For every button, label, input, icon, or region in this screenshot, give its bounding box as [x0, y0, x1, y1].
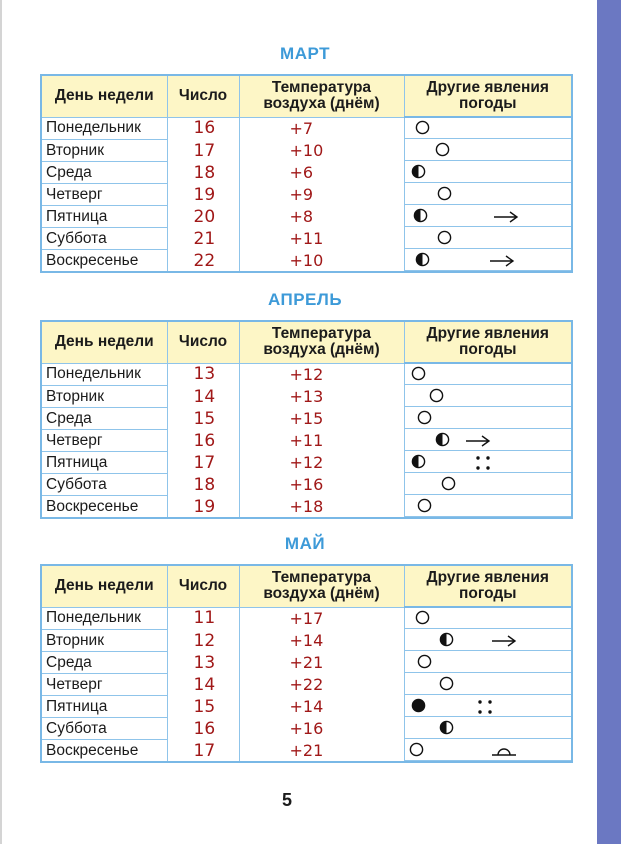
wind-arrow-icon	[493, 211, 519, 223]
day-cell: Вторник	[41, 630, 167, 652]
date-cell: 19	[167, 496, 239, 519]
temperature-cell: +17	[239, 607, 404, 630]
day-cell: Воскресенье	[41, 496, 167, 519]
table-row	[41, 250, 572, 273]
day-cell: Суббота	[41, 718, 167, 740]
date-cell: 19	[167, 184, 239, 206]
table-row	[41, 607, 572, 630]
partly-cloudy-icon	[439, 720, 454, 735]
date-cell: 16	[167, 718, 239, 740]
weather-table-march	[40, 74, 573, 273]
month-title-march: МАРТ	[280, 44, 330, 63]
partly-cloudy-icon	[439, 632, 454, 647]
weather-symbols-cell	[404, 430, 572, 452]
date-cell: 15	[167, 696, 239, 718]
header-temperature: Температура воздуха (днём)	[239, 75, 404, 117]
temperature-cell: +21	[239, 740, 404, 763]
weather-symbols-cell	[404, 117, 572, 140]
weather-symbols-cell	[404, 630, 572, 652]
day-cell: Вторник	[41, 386, 167, 408]
header-other: Другие явления погоды	[404, 75, 572, 117]
day-cell: Суббота	[41, 474, 167, 496]
table-row	[41, 430, 572, 452]
weather-symbols-cell	[404, 206, 572, 228]
partly-cloudy-icon	[413, 208, 428, 223]
table-row	[41, 184, 572, 206]
date-cell: 18	[167, 474, 239, 496]
weather-symbols-cell	[404, 363, 572, 386]
header-day: День недели	[41, 565, 167, 607]
table-row	[41, 386, 572, 408]
date-cell: 21	[167, 228, 239, 250]
table-row	[41, 496, 572, 519]
header-day: День недели	[41, 321, 167, 363]
overcast-icon	[411, 698, 426, 713]
partly-cloudy-icon	[435, 432, 450, 447]
temperature-cell: +14	[239, 696, 404, 718]
header-day: День недели	[41, 75, 167, 117]
clear-sky-icon	[417, 410, 432, 425]
table-row	[41, 696, 572, 718]
header-other: Другие явления погоды	[404, 565, 572, 607]
date-cell: 13	[167, 652, 239, 674]
temperature-cell: +21	[239, 652, 404, 674]
table-header-row	[41, 75, 572, 117]
date-cell: 16	[167, 117, 239, 140]
date-cell: 14	[167, 674, 239, 696]
clear-sky-icon	[415, 610, 430, 625]
table-row	[41, 452, 572, 474]
day-cell: Среда	[41, 408, 167, 430]
day-cell: Пятница	[41, 696, 167, 718]
weather-symbols-cell	[404, 674, 572, 696]
temperature-cell: +12	[239, 452, 404, 474]
clear-sky-icon	[435, 142, 450, 157]
temperature-cell: +18	[239, 496, 404, 519]
clear-sky-icon	[411, 366, 426, 381]
date-cell: 17	[167, 740, 239, 763]
date-cell: 20	[167, 206, 239, 228]
table-row	[41, 718, 572, 740]
day-cell: Суббота	[41, 228, 167, 250]
temperature-cell: +10	[239, 140, 404, 162]
partly-cloudy-icon	[411, 164, 426, 179]
header-number: Число	[167, 75, 239, 117]
wind-arrow-icon	[489, 255, 515, 267]
day-cell: Воскресенье	[41, 740, 167, 763]
table-row	[41, 162, 572, 184]
temperature-cell: +16	[239, 718, 404, 740]
side-stripe	[597, 0, 621, 844]
weather-symbols-cell	[404, 740, 572, 763]
temperature-cell: +9	[239, 184, 404, 206]
date-cell: 17	[167, 140, 239, 162]
temperature-cell: +16	[239, 474, 404, 496]
header-number: Число	[167, 565, 239, 607]
temperature-cell: +11	[239, 228, 404, 250]
table-row	[41, 474, 572, 496]
clear-sky-icon	[429, 388, 444, 403]
weather-symbols-cell	[404, 386, 572, 408]
writing-line	[405, 270, 572, 271]
temperature-cell: +10	[239, 250, 404, 273]
weather-symbols-cell	[404, 474, 572, 496]
date-cell: 22	[167, 250, 239, 273]
header-temperature: Температура воздуха (днём)	[239, 565, 404, 607]
header-temperature: Температура воздуха (днём)	[239, 321, 404, 363]
weather-symbols-cell	[404, 228, 572, 250]
clear-sky-icon	[409, 742, 424, 757]
temperature-cell: +15	[239, 408, 404, 430]
table-row	[41, 652, 572, 674]
wind-arrow-icon	[491, 635, 517, 647]
weather-symbols-cell	[404, 184, 572, 206]
weather-symbols-cell	[404, 452, 572, 474]
clear-sky-icon	[417, 498, 432, 513]
temperature-cell: +14	[239, 630, 404, 652]
month-title-april: АПРЕЛЬ	[267, 290, 343, 309]
date-cell: 11	[167, 607, 239, 630]
day-cell: Вторник	[41, 140, 167, 162]
weather-symbols-cell	[404, 696, 572, 718]
temperature-cell: +8	[239, 206, 404, 228]
header-number: Число	[167, 321, 239, 363]
day-cell: Понедельник	[41, 363, 167, 386]
clear-sky-icon	[417, 654, 432, 669]
partly-cloudy-icon	[411, 454, 426, 469]
day-cell: Четверг	[41, 430, 167, 452]
rain-dots-icon	[475, 455, 491, 471]
weather-symbols-cell	[404, 652, 572, 674]
day-cell: Пятница	[41, 206, 167, 228]
temperature-cell: +13	[239, 386, 404, 408]
temperature-cell: +12	[239, 363, 404, 386]
temperature-cell: +6	[239, 162, 404, 184]
temperature-cell: +22	[239, 674, 404, 696]
table-row	[41, 140, 572, 162]
weather-symbols-cell	[404, 250, 572, 273]
date-cell: 17	[167, 452, 239, 474]
day-cell: Среда	[41, 162, 167, 184]
date-cell: 18	[167, 162, 239, 184]
month-title-may: МАЙ	[284, 534, 326, 553]
weather-table-april	[40, 320, 573, 519]
day-cell: Пятница	[41, 452, 167, 474]
weather-symbols-cell	[404, 496, 572, 519]
dew-icon	[491, 744, 517, 758]
weather-symbols-cell	[404, 607, 572, 630]
header-other: Другие явления погоды	[404, 321, 572, 363]
day-cell: Четверг	[41, 674, 167, 696]
wind-arrow-icon	[465, 435, 491, 447]
weather-symbols-cell	[404, 718, 572, 740]
clear-sky-icon	[441, 476, 456, 491]
table-row	[41, 674, 572, 696]
weather-symbols-cell	[404, 140, 572, 162]
day-cell: Понедельник	[41, 117, 167, 140]
writing-line	[405, 760, 572, 761]
day-cell: Понедельник	[41, 607, 167, 630]
table-row	[41, 408, 572, 430]
table-header-row	[41, 321, 572, 363]
page-number: 5	[282, 790, 293, 810]
clear-sky-icon	[439, 676, 454, 691]
temperature-cell: +7	[239, 117, 404, 140]
date-cell: 16	[167, 430, 239, 452]
date-cell: 14	[167, 386, 239, 408]
date-cell: 12	[167, 630, 239, 652]
temperature-cell: +11	[239, 430, 404, 452]
table-row	[41, 228, 572, 250]
partly-cloudy-icon	[415, 252, 430, 267]
table-row	[41, 363, 572, 386]
weather-symbols-cell	[404, 408, 572, 430]
weather-symbols-cell	[404, 162, 572, 184]
day-cell: Среда	[41, 652, 167, 674]
table-header-row	[41, 565, 572, 607]
clear-sky-icon	[437, 230, 452, 245]
day-cell: Четверг	[41, 184, 167, 206]
table-row	[41, 206, 572, 228]
day-cell: Воскресенье	[41, 250, 167, 273]
date-cell: 13	[167, 363, 239, 386]
weather-table-may	[40, 564, 573, 763]
writing-line	[405, 516, 572, 517]
table-row	[41, 117, 572, 140]
table-row	[41, 740, 572, 763]
table-row	[41, 630, 572, 652]
date-cell: 15	[167, 408, 239, 430]
clear-sky-icon	[415, 120, 430, 135]
clear-sky-icon	[437, 186, 452, 201]
rain-dots-icon	[477, 699, 493, 715]
